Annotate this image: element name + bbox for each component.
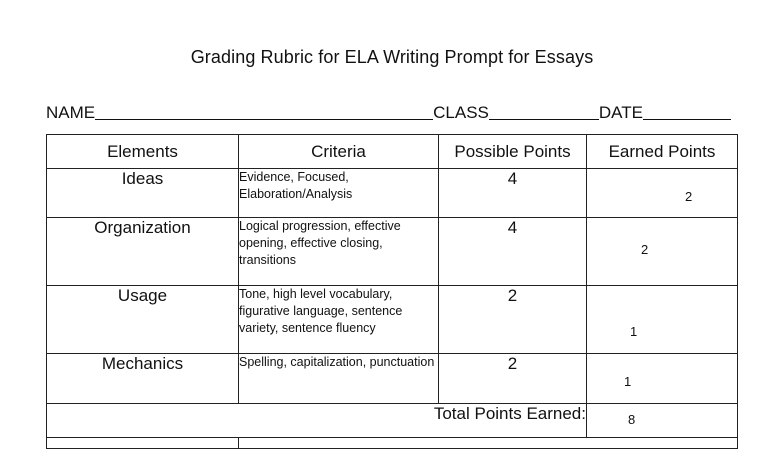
- header-elements: Elements: [47, 135, 239, 169]
- element-cell: Ideas: [47, 169, 239, 218]
- possible-points-cell: 2: [439, 354, 587, 404]
- earned-points-value: 2: [641, 242, 649, 257]
- criteria-cell: Logical progression, effective opening, effective closing, transitions: [239, 218, 439, 286]
- criteria-cell: Evidence, Focused, Elaboration/Analysis: [239, 169, 439, 218]
- earned-points-cell: [587, 218, 738, 286]
- earned-points-value: 1: [630, 324, 638, 339]
- earned-points-cell: [587, 354, 738, 404]
- possible-points-cell: 2: [439, 286, 587, 354]
- table-header-row: [47, 135, 738, 169]
- element-cell: Organization: [47, 218, 239, 286]
- empty-cell: [47, 438, 239, 449]
- criteria-cell: Spelling, capitalization, punctuation: [239, 354, 439, 404]
- total-points-cell: [587, 404, 738, 438]
- header-possible-points: Possible Points: [439, 135, 587, 169]
- rubric-table: [46, 134, 738, 449]
- rubric-title: Grading Rubric for ELA Writing Prompt for Essays: [190, 47, 594, 67]
- possible-points-cell: 4: [439, 218, 587, 286]
- student-info-line: [46, 99, 736, 123]
- empty-cell: [239, 438, 738, 449]
- total-points-label: Total Points Earned:: [47, 404, 587, 438]
- criteria-cell: Tone, high level vocabulary, figurative language, sentence variety, sentence fluency: [239, 286, 439, 354]
- total-points-value: 8: [628, 412, 636, 427]
- earned-points-cell: [587, 286, 738, 354]
- element-cell: Mechanics: [47, 354, 239, 404]
- name-label: NAME: [46, 103, 96, 122]
- header-criteria: Criteria: [239, 135, 439, 169]
- table-row: [47, 169, 738, 218]
- header-earned-points: Earned Points: [587, 135, 738, 169]
- total-row: [47, 404, 738, 438]
- element-cell: Usage: [47, 286, 239, 354]
- earned-points-cell: [587, 169, 738, 218]
- name-blank: [95, 101, 433, 120]
- earned-points-value: 1: [624, 374, 632, 389]
- earned-points-value: 2: [685, 189, 693, 204]
- class-label: CLASS: [433, 103, 489, 122]
- date-blank: [643, 101, 731, 120]
- class-blank: [489, 101, 599, 120]
- table-row: [47, 354, 738, 404]
- possible-points-cell: 4: [439, 169, 587, 218]
- table-row: [47, 218, 738, 286]
- table-row: [47, 286, 738, 354]
- date-label: DATE: [598, 103, 643, 122]
- partial-row: [47, 438, 738, 449]
